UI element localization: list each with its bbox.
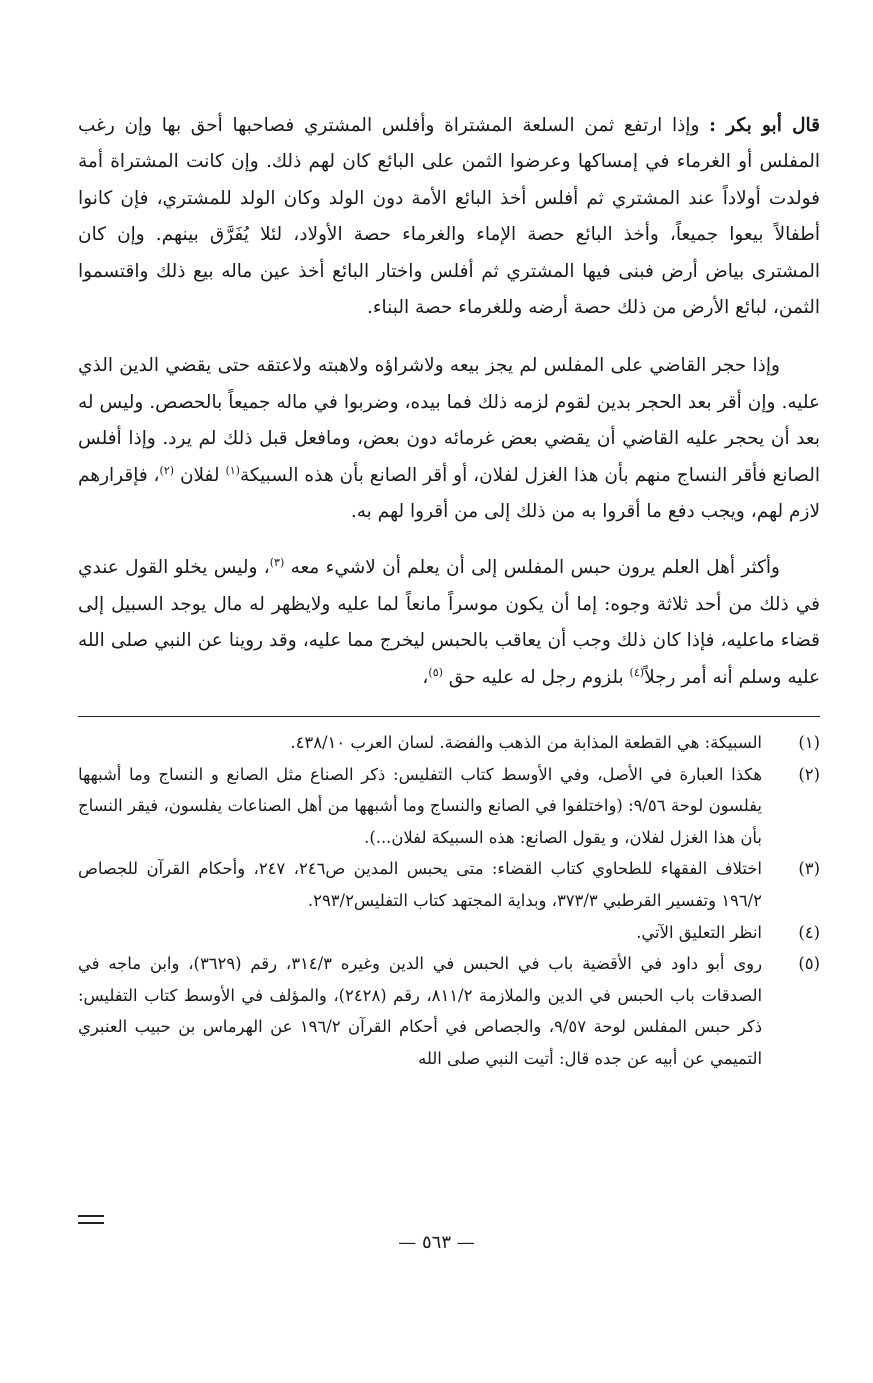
- main-text: [78, 108, 820, 696]
- paragraph-3-text-b: ، وليس يخلو القول عندي في ذلك من أحد ثلاثة وجوه: إما أن يكون موسراً مانعاً لما عليه ولايظهر له مال يوجد السبيل إلى قضاء ماعليه، فإذا كان ذلك وجب أن يعاقب بالحبس ليخرج مما عليه، وقد روينا عن النبي صلى الله عليه وسلم أنه أمر رجلاً: [78, 557, 820, 688]
- paragraph-2-text-c: ، فإقرارهم لازم لهم، ويجب دفع ما أقروا به من ذلك إلى من أقروا لهم به.: [78, 464, 820, 523]
- paragraph-2: [78, 348, 820, 530]
- speaker-name: قال أبو بكر :: [709, 115, 821, 136]
- footnote-2: [78, 759, 820, 854]
- paragraph-2-text-b: لفلان: [179, 464, 220, 486]
- footnote-text: السبيكة: هي القطعة المذابة من الذهب والفضة. لسان العرب ٤٣٨/١٠.: [290, 733, 762, 753]
- footnote-text: انظر التعليق الآتي.: [636, 922, 762, 942]
- footnote-text: اختلاف الفقهاء للطحاوي كتاب القضاء: متى يحبس المدين ص٢٤٦، ٢٤٧، وأحكام القرآن للجصاص ١٩٦/٢ وتفسير القرطبي ٣٧٣/٣، وبداية المجتهد كتاب التفليس٢٩٣/٢.: [78, 859, 762, 911]
- footnote-number: (١): [798, 733, 820, 753]
- paragraph-1-text: وإذا ارتفع ثمن السلعة المشتراة وأفلس المشتري فصاحبها أحق بها وإن رغب المفلس أو الغرماء في إمساكها وعرضوا الثمن على البائع كان لهم ذلك. وإن كانت المشتراة أمة فولدت أولاداً عند المشتري ثم أفلس أخذ البائع الأمة دون الولد وكان الولد للمشتري، فإن كانوا أطفالاً بيعوا جميعاً، وأخذ البائع حصة الإماء والغرماء حصة الأولاد، لئلا يُفَرَّق بينهم. وإن كان المشترى بياض أرض فبنى فيها المشتري ثم أفلس واختار البائع أخذ عين ماله بيع ذلك واقتسموا الثمن، لبائع الأرض من ذلك حصة أرضه وللغرماء حصة البناء.: [78, 115, 820, 319]
- footnote-5: [78, 948, 820, 1074]
- footnote-number: (٤): [798, 922, 820, 942]
- footnote-ref-5[interactable]: (٥): [428, 665, 443, 679]
- footnote-ref-4[interactable]: (٤): [629, 665, 645, 679]
- footnotes: [78, 727, 820, 1075]
- footnote-text: روى أبو داود في الأقضية باب في الحبس في الدين وغيره ٣١٤/٣، رقم (٣٦٢٩)، وابن ماجه في الصدقات باب الحبس في الدين والملازمة ٨١١/٢، رقم (٢٤٢٨)، والمؤلف في الأوسط كتاب التفليس: ذكر حبس المفلس لوحة ٩/٥٧، والجصاص في أحكام القرآن ١٩٦/٢ عن الهرماس بن حبيب العنبري التميمي عن أبيه عن جده قال: أتيت النبي صلى الله: [78, 954, 762, 1069]
- footnote-1: [78, 727, 820, 759]
- footnote-4: [78, 917, 820, 949]
- paragraph-3-text-c: بلزوم رجل له عليه حق: [448, 666, 624, 688]
- paragraph-3-text-a: وأكثر أهل العلم يرون حبس المفلس إلى أن يعلم أن لاشيء معه: [290, 557, 780, 579]
- paragraph-3: [78, 550, 820, 696]
- continuation-mark: [78, 1215, 104, 1229]
- footnote-ref-3[interactable]: (٣): [269, 556, 285, 570]
- paragraph-3-text-d: ،: [422, 666, 429, 688]
- footnote-ref-1[interactable]: (١): [225, 463, 240, 477]
- footnote-number: (٣): [798, 859, 820, 879]
- paragraph-1: [78, 108, 820, 326]
- footnote-number: (٥): [798, 954, 820, 974]
- footnote-ref-2[interactable]: (٢): [159, 463, 175, 477]
- footnote-text: هكذا العبارة في الأصل، وفي الأوسط كتاب التفليس: ذكر الصناع مثل الصانع و النساج وما أشبهها يفلسون لوحة ٩/٥٦: (واختلفوا في الصانع والنساج وما أشبهها من أهل الصناعات يفلسون، فيقر النساج بأن هذا الغزل لفلان، و يقول الصانع: هذه السبيكة لفلان...).: [78, 764, 762, 847]
- footnote-3: [78, 853, 820, 916]
- footnote-number: (٢): [798, 764, 820, 784]
- page-number: — ٥٦٣ —: [398, 1232, 475, 1253]
- footnote-separator: [78, 716, 820, 717]
- paragraph-2-text-a: وإذا حجر القاضي على المفلس لم يجز بيعه ولاشراؤه ولاهبته ولاعتقه حتى يقضي الدين الذي عليه. وإن أقر بعد الحجر بدين لقوم لزمه ذلك فما بيده، وضربوا في ماله جميعاً بالحصص. وليس له بعد أن يحجر عليه القاضي أن يقضي بعض غرمائه دون بعض، ومافعل قبل ذلك لم يرد. وإذا أفلس الصانع فأقر النساج منهم بأن هذا الغزل لفلان، أو أقر الصانع بأن هذه السبيكة: [78, 355, 820, 486]
- book-page: [78, 108, 820, 1075]
